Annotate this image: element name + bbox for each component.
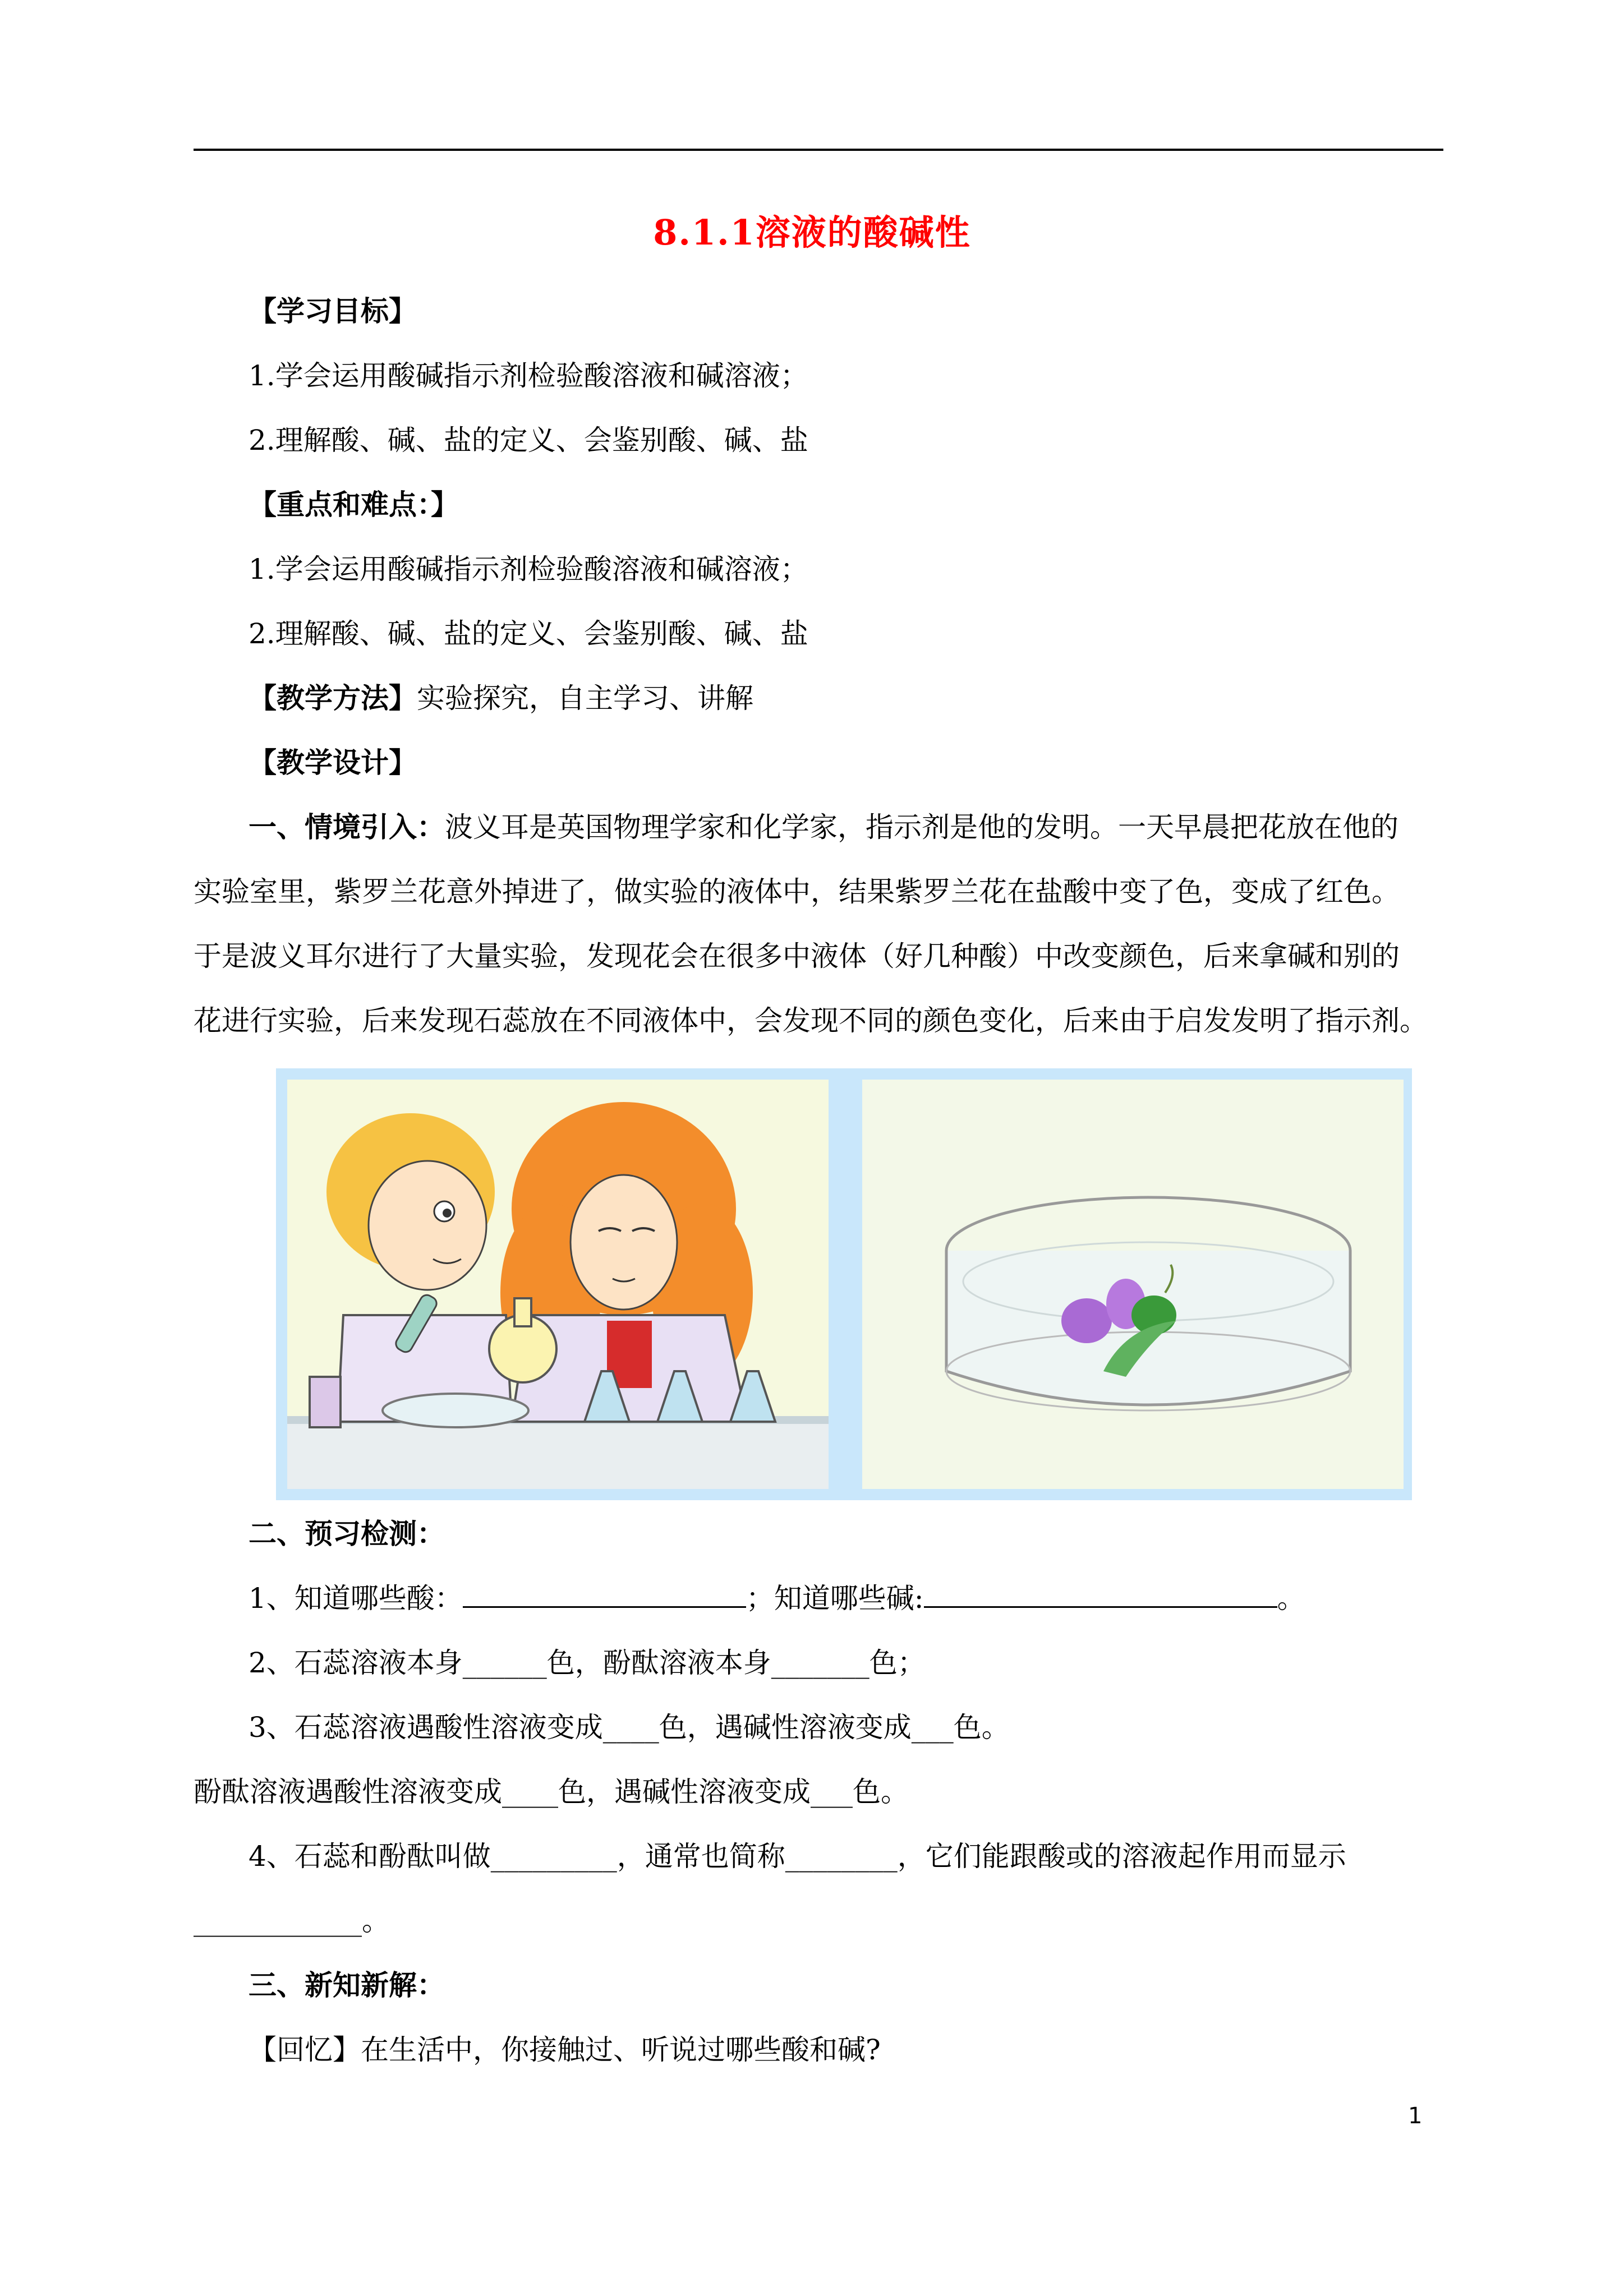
goals-heading: 【学习目标】 (249, 294, 417, 328)
question-1-end: 。 (1277, 1582, 1305, 1615)
page-number: 1 (1408, 2103, 1423, 2129)
answer-blank-bases[interactable] (924, 1579, 1277, 1608)
method-heading: 【教学方法】 (249, 681, 417, 714)
goal-item: 1.学会运用酸碱指示剂检验酸溶液和碱溶液； (249, 359, 808, 392)
header-rule (194, 149, 1443, 151)
goal-item: 2.理解酸、碱、盐的定义、会鉴别酸、碱、盐 (249, 424, 808, 457)
scientists-lab-illustration (287, 1080, 829, 1489)
preview-heading: 二、预习检测： (249, 1517, 445, 1550)
design-heading: 【教学设计】 (249, 746, 417, 779)
intro-text: 实验室里，紫罗兰花意外掉进了，做实验的液体中，结果紫罗兰花在盐酸中变了色，变成了红色。 (194, 875, 1400, 908)
question-3: 3、石蕊溶液遇酸性溶液变成____色，遇碱性溶液变成___色。 (249, 1711, 1010, 1744)
question-1-mid: ；知道哪些碱: (746, 1582, 924, 1615)
recall-line: 【回忆】在生活中，你接触过、听说过哪些酸和碱? (249, 2034, 881, 2066)
question-1 (249, 1579, 1305, 1618)
question-4b: ____________。 (194, 1905, 390, 1937)
intro-text: 波义耳是英国物理学家和化学家，指示剂是他的发明。一天早晨把花放在他的 (445, 811, 1398, 843)
intro-text: 花进行实验，后来发现石蕊放在不同液体中，会发现不同的颜色变化，后来由于启发发明了指示剂。 (194, 1004, 1428, 1037)
flower-in-dish-illustration (862, 1080, 1404, 1489)
focus-item: 1.学会运用酸碱指示剂检验酸溶液和碱溶液； (249, 553, 808, 585)
focus-item: 2.理解酸、碱、盐的定义、会鉴别酸、碱、盐 (249, 617, 808, 650)
method-text: 实验探究，自主学习、讲解 (417, 682, 753, 714)
question-2: 2、石蕊溶液本身______色，酚酞溶液本身_______色； (249, 1647, 926, 1679)
focus-heading: 【重点和难点：】 (249, 488, 459, 521)
illustration-figure (276, 1068, 1412, 1500)
answer-blank-acids[interactable] (463, 1579, 746, 1608)
method-line (249, 679, 753, 718)
question-3b: 酚酞溶液遇酸性溶液变成____色，遇碱性溶液变成___色。 (194, 1776, 909, 1808)
intro-line (249, 808, 1398, 847)
page-title: 8.1.1溶液的酸碱性 (653, 212, 971, 253)
question-1-label: 1、知道哪些酸： (249, 1582, 463, 1615)
intro-text: 于是波义耳尔进行了大量实验，发现花会在很多中液体（好几种酸）中改变颜色，后来拿碱和别的 (194, 940, 1400, 972)
intro-heading: 一、情境引入： (249, 810, 445, 843)
question-4: 4、石蕊和酚酞叫做_________，通常也简称________，它们能跟酸或的溶液起作用而显示 (249, 1840, 1346, 1873)
new-knowledge-heading: 三、新知新解： (249, 1968, 445, 2002)
